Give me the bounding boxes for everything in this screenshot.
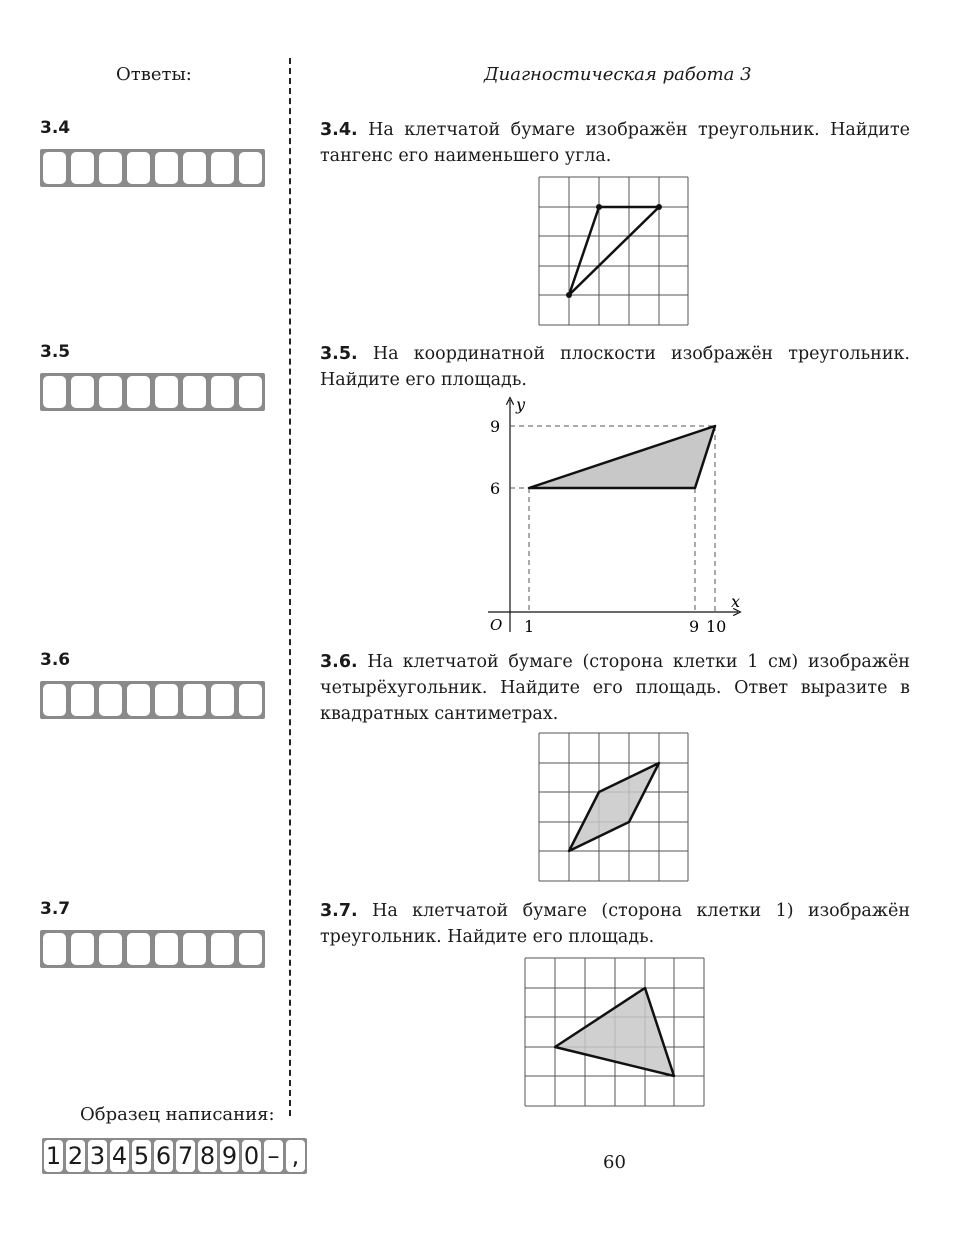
y-tick-label: 6 xyxy=(490,479,501,498)
writing-sample-boxes xyxy=(42,1138,307,1174)
figure-3-7-grid-triangle xyxy=(524,957,706,1108)
answer-number-3-7: 3.7 xyxy=(40,899,71,919)
sample-char: 4 xyxy=(111,1142,128,1170)
task-3-4 xyxy=(320,117,910,169)
answer-number-3-6: 3.6 xyxy=(40,650,71,670)
task-3-7 xyxy=(320,898,910,950)
figure-3-6-grid-quadrilateral xyxy=(538,732,690,883)
task-3-5 xyxy=(320,341,910,393)
answer-boxes-3-6[interactable] xyxy=(40,681,265,719)
x-tick-label: 10 xyxy=(706,617,727,636)
writing-sample-label: Образец написания: xyxy=(80,1104,275,1125)
sample-char: 5 xyxy=(133,1142,150,1170)
task-label: 3.7. xyxy=(320,901,358,921)
task-text: На координатной плоскости изображён треугольник. Найдите его площадь. xyxy=(320,344,910,390)
task-label: 3.6. xyxy=(320,652,358,672)
answer-boxes-3-7[interactable] xyxy=(40,930,265,968)
answer-boxes-3-4[interactable] xyxy=(40,149,265,187)
triangle xyxy=(529,426,715,488)
figure-3-5-coordinate-plane xyxy=(480,392,750,637)
task-text: На клетчатой бумаге изображён треугольник. Найдите тангенс его наименьшего угла. xyxy=(320,120,910,166)
sample-char: 9 xyxy=(221,1142,238,1170)
column-divider xyxy=(289,58,291,1116)
task-label: 3.4. xyxy=(320,120,358,140)
x-tick-label: 9 xyxy=(689,617,700,636)
sample-char: 2 xyxy=(67,1142,84,1170)
y-tick-label: 9 xyxy=(490,417,501,436)
task-label: 3.5. xyxy=(320,344,358,364)
answers-heading: Ответы: xyxy=(116,64,192,85)
answer-number-3-4: 3.4 xyxy=(40,118,71,138)
sample-char: 6 xyxy=(155,1142,172,1170)
sample-char: 1 xyxy=(45,1142,62,1170)
sample-char: 3 xyxy=(89,1142,106,1170)
answer-number-3-5: 3.5 xyxy=(40,342,71,362)
task-text: На клетчатой бумаге (сторона клетки 1) изображён треугольник. Найдите его площадь. xyxy=(320,901,910,947)
sample-char: , xyxy=(286,1140,305,1172)
sample-char: 7 xyxy=(177,1142,194,1170)
sample-char: 8 xyxy=(199,1142,216,1170)
task-text: На клетчатой бумаге (сторона клетки 1 см) изображён четырёхугольник. Найдите его площадь. Ответ выразите в квадратных сантиметрах. xyxy=(320,652,910,724)
section-title: Диагностическая работа 3 xyxy=(484,64,752,85)
origin-label: O xyxy=(490,616,503,634)
y-axis-label: y xyxy=(516,395,526,414)
answer-boxes-3-5[interactable] xyxy=(40,373,265,411)
x-tick-label: 1 xyxy=(524,617,535,636)
page-number: 60 xyxy=(603,1152,626,1173)
figure-3-4-grid-triangle xyxy=(538,176,690,327)
task-3-6 xyxy=(320,649,910,727)
sample-char: 0 xyxy=(243,1142,260,1170)
x-axis-label: x xyxy=(731,592,741,611)
sample-char: – xyxy=(264,1140,283,1172)
